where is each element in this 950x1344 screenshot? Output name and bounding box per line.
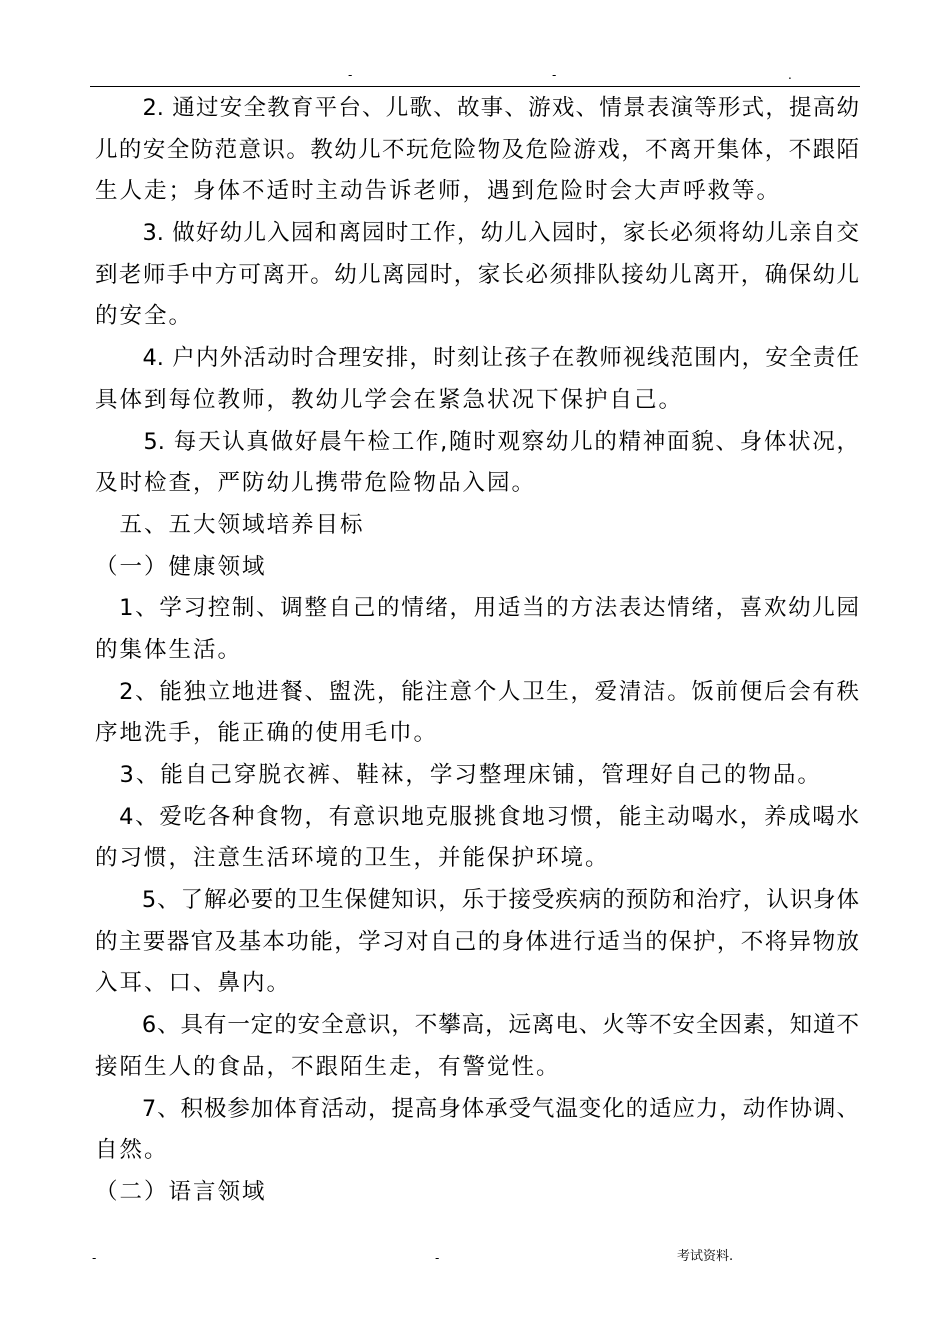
- text-line: 3. 做好幼儿入园和离园时工作，幼儿入园时，家长必须将幼儿亲自交: [95, 220, 859, 247]
- text-line: 4. 户内外活动时合理安排，时刻让孩子在教师视线范围内，安全责任: [95, 345, 859, 372]
- section-heading: 五、五大领域培养目标: [95, 511, 365, 538]
- header-mark: .: [788, 68, 792, 82]
- header-mark: -: [348, 68, 353, 82]
- text-line: 2. 通过安全教育平台、儿歌、故事、游戏、情景表演等形式，提高幼: [95, 95, 859, 121]
- header-rule: [90, 86, 860, 87]
- text-line: 2、能独立地进餐、盥洗，能注意个人卫生，爱清洁。饭前便后会有秩: [95, 678, 859, 705]
- footer-mark: -: [92, 1251, 97, 1265]
- text-line: 5. 每天认真做好晨午检工作,随时观察幼儿的精神面貌、身体状况，: [95, 428, 859, 455]
- document-body: [95, 88, 859, 1214]
- text-line: 5、了解必要的卫生保健知识，乐于接受疾病的预防和治疗，认识身体: [95, 887, 859, 914]
- text-line: 4、爱吃各种食物，有意识地克服挑食地习惯，能主动喝水，养成喝水: [95, 803, 859, 830]
- text-line: 3、能自己穿脱衣裤、鞋袜，学习整理床铺，管理好自己的物品。: [95, 762, 822, 788]
- text-line: 7、积极参加体育活动，提高身体承受气温变化的适应力，动作协调、: [95, 1095, 859, 1122]
- text-line: 入耳、口、鼻内。: [95, 970, 292, 997]
- header-mark: -: [552, 68, 557, 82]
- subsection-heading: （一）健康领域: [95, 553, 267, 580]
- subsection-heading: （二）语言领域: [95, 1178, 267, 1205]
- text-line: 自然。: [95, 1137, 169, 1164]
- text-line: 6、具有一定的安全意识，不攀高，远离电、火等不安全因素，知道不: [95, 1012, 859, 1039]
- text-line: 的习惯，注意生活环境的卫生，并能保护环境。: [95, 845, 610, 872]
- text-line: 具体到每位教师，教幼儿学会在紧急状况下保护自己。: [95, 386, 684, 413]
- text-line: 生人走；身体不适时主动告诉老师，遇到危险时会大声呼救等。: [95, 178, 782, 205]
- footer-mark: -: [435, 1251, 440, 1265]
- text-line: 儿的安全防范意识。教幼儿不玩危险物及危险游戏，不离开集体，不跟陌: [95, 136, 859, 163]
- text-line: 的集体生活。: [95, 636, 243, 663]
- footer-label: 考试资料.: [677, 1249, 734, 1264]
- text-line: 的安全。: [95, 303, 194, 330]
- text-line: 接陌生人的食品，不跟陌生走，有警觉性。: [95, 1053, 561, 1080]
- text-line: 序地洗手，能正确的使用毛巾。: [95, 720, 439, 747]
- text-line: 到老师手中方可离开。幼儿离园时，家长必须排队接幼儿离开，确保幼儿: [95, 261, 859, 288]
- text-line: 及时检查，严防幼儿携带危险物品入园。: [95, 470, 537, 497]
- text-line: 的主要器官及基本功能，学习对自己的身体进行适当的保护，不将异物放: [95, 928, 859, 955]
- text-line: 1、学习控制、调整自己的情绪，用适当的方法表达情绪，喜欢幼儿园: [95, 595, 859, 622]
